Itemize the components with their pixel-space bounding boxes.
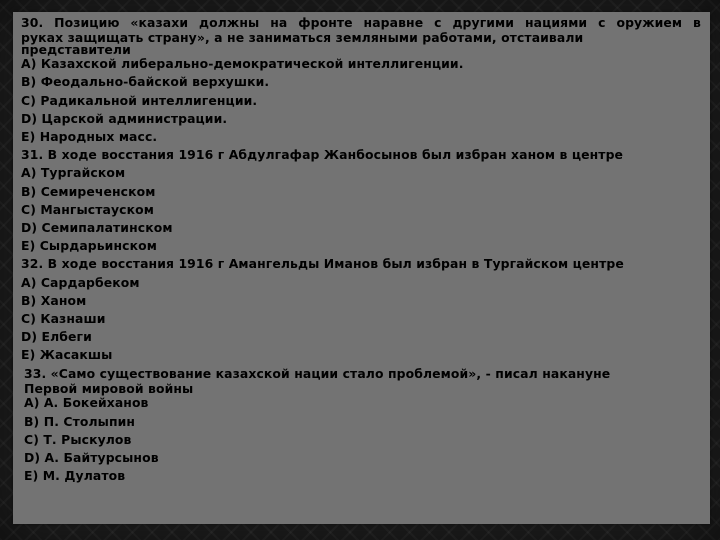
question-33-option-b: B) П. Столыпин: [24, 413, 136, 429]
question-31-option-b: B) Семиреченском: [21, 183, 156, 199]
question-30-option-d: D) Царской администрации.: [21, 110, 228, 126]
question-30-line-3: представители: [21, 41, 131, 57]
question-32-option-c: C) Казнаши: [21, 311, 106, 327]
question-31-line-1: 31. В ходе восстания 1916 г Абдулгафар Жанбосынов был избран ханом в центре: [21, 147, 624, 163]
question-30-option-a: A) Казахской либерально-демократической интеллигенции.: [21, 56, 464, 72]
question-33-line-1: 33. «Само существование казахской нации стало проблемой», - писал накануне: [24, 365, 611, 381]
question-31-option-e: E) Сырдарьинском: [21, 238, 157, 254]
question-32-option-e: E) Жасакшы: [21, 347, 113, 363]
question-33-option-a: A) А. Бокейханов: [24, 395, 149, 411]
question-31-option-a: A) Тургайском: [21, 165, 126, 181]
question-30-option-b: B) Феодально-байской верхушки.: [21, 74, 270, 90]
question-32-line-1: 32. В ходе восстания 1916 г Амангельды Иманов был избран в Тургайском центре: [21, 256, 624, 272]
question-32-option-d: D) Елбеги: [21, 329, 92, 345]
content-panel: [13, 12, 710, 524]
question-33-line-2: Первой мировой войны: [24, 380, 194, 396]
question-32-option-b: B) Ханом: [21, 292, 87, 308]
question-31-option-c: C) Мангыстауском: [21, 201, 154, 217]
question-31-option-d: D) Семипалатинском: [21, 220, 173, 236]
question-30-line-2: руках защищать страну», а не заниматься земляными работами, отстаивали: [21, 30, 584, 46]
question-33-option-d: D) А. Байтурсынов: [24, 449, 159, 465]
question-30-option-c: C) Радикальной интеллигенции.: [21, 92, 258, 108]
questions-text: [21, 14, 701, 485]
question-33-option-e: E) М. Дулатов: [24, 468, 126, 484]
question-32-option-a: A) Сардарбеком: [21, 274, 140, 290]
question-33-option-c: C) Т. Рыскулов: [24, 431, 132, 447]
question-30-line-1: 30. Позицию «казахи должны на фронте наравне с другими нациями с оружием в: [21, 15, 701, 30]
question-30-option-e: E) Народных масс.: [21, 129, 158, 145]
